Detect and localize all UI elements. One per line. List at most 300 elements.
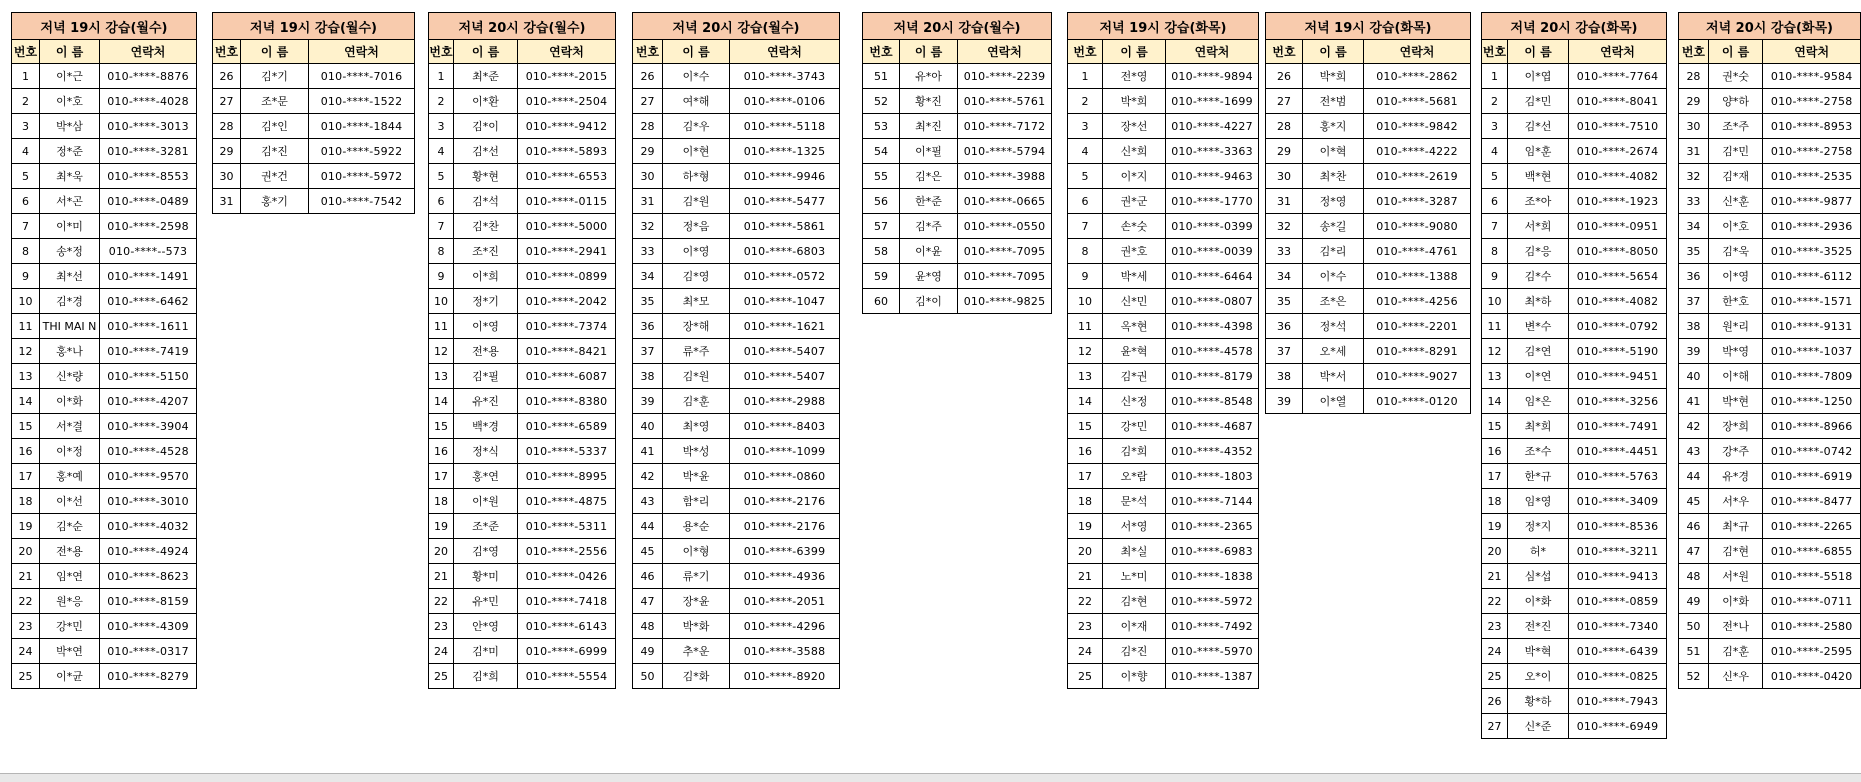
no-cell[interactable]: 18 <box>1068 489 1103 514</box>
phone-cell[interactable]: 010-****-5761 <box>958 89 1052 114</box>
phone-cell[interactable]: 010-****-0665 <box>958 189 1052 214</box>
no-cell[interactable]: 8 <box>1068 239 1103 264</box>
no-cell[interactable]: 21 <box>12 564 40 589</box>
no-cell[interactable]: 2 <box>1068 89 1103 114</box>
no-cell[interactable]: 7 <box>12 214 40 239</box>
phone-cell[interactable]: 010-****-1770 <box>1166 189 1259 214</box>
phone-cell[interactable]: 010-****-7374 <box>518 314 616 339</box>
header-phone[interactable]: 연락처 <box>1763 40 1861 64</box>
no-cell[interactable]: 29 <box>213 139 241 164</box>
name-cell[interactable]: 이*수 <box>1303 264 1364 289</box>
name-cell[interactable]: 최*진 <box>900 114 958 139</box>
phone-cell[interactable]: 010-****-5554 <box>518 664 616 689</box>
name-cell[interactable]: 백*현 <box>1508 164 1569 189</box>
no-cell[interactable]: 33 <box>633 239 663 264</box>
phone-cell[interactable]: 010-****-7943 <box>1569 689 1667 714</box>
no-cell[interactable]: 37 <box>1679 289 1709 314</box>
no-cell[interactable]: 23 <box>429 614 454 639</box>
name-cell[interactable]: 홍*나 <box>40 339 100 364</box>
name-cell[interactable]: 윤*영 <box>900 264 958 289</box>
no-cell[interactable]: 12 <box>1482 339 1508 364</box>
phone-cell[interactable]: 010-****-8548 <box>1166 389 1259 414</box>
header-phone[interactable]: 연락처 <box>730 40 840 64</box>
no-cell[interactable]: 29 <box>1266 139 1303 164</box>
name-cell[interactable]: 심*섭 <box>1508 564 1569 589</box>
name-cell[interactable]: 홍*기 <box>241 189 309 214</box>
phone-cell[interactable]: 010-****-3287 <box>1364 189 1471 214</box>
no-cell[interactable]: 28 <box>1266 114 1303 139</box>
phone-cell[interactable]: 010-****-2365 <box>1166 514 1259 539</box>
no-cell[interactable]: 26 <box>213 64 241 89</box>
name-cell[interactable]: 하*형 <box>663 164 730 189</box>
no-cell[interactable]: 12 <box>12 339 40 364</box>
no-cell[interactable]: 15 <box>1068 414 1103 439</box>
no-cell[interactable]: 60 <box>863 289 900 314</box>
phone-cell[interactable]: 010-****-9842 <box>1364 114 1471 139</box>
name-cell[interactable]: 이*원 <box>454 489 518 514</box>
name-cell[interactable]: 임*은 <box>1508 389 1569 414</box>
phone-cell[interactable]: 010-****-3409 <box>1569 489 1667 514</box>
phone-cell[interactable]: 010-****-4222 <box>1364 139 1471 164</box>
name-cell[interactable]: 유*민 <box>454 589 518 614</box>
phone-cell[interactable]: 010-****-6462 <box>100 289 197 314</box>
phone-cell[interactable]: 010-****-0860 <box>730 464 840 489</box>
name-cell[interactable]: 이*연 <box>1508 364 1569 389</box>
header-no[interactable]: 번호 <box>633 40 663 64</box>
no-cell[interactable]: 17 <box>1068 464 1103 489</box>
name-cell[interactable]: 김*이 <box>454 114 518 139</box>
no-cell[interactable]: 43 <box>633 489 663 514</box>
no-cell[interactable]: 58 <box>863 239 900 264</box>
phone-cell[interactable]: 010-****-0120 <box>1364 389 1471 414</box>
table-title[interactable]: 저녁 20시 강습(월수) <box>863 13 1052 40</box>
no-cell[interactable]: 38 <box>633 364 663 389</box>
phone-cell[interactable]: 010-****-4207 <box>100 389 197 414</box>
table-title[interactable]: 저녁 19시 강습(화목) <box>1266 13 1471 40</box>
no-cell[interactable]: 14 <box>429 389 454 414</box>
no-cell[interactable]: 28 <box>1679 64 1709 89</box>
name-cell[interactable]: 송*정 <box>40 239 100 264</box>
phone-cell[interactable]: 010-****-1491 <box>100 264 197 289</box>
header-phone[interactable]: 연락처 <box>518 40 616 64</box>
phone-cell[interactable]: 010-****-0420 <box>1763 664 1861 689</box>
phone-cell[interactable]: 010-****-8966 <box>1763 414 1861 439</box>
name-cell[interactable]: 박*세 <box>1103 264 1166 289</box>
phone-cell[interactable]: 010-****-6087 <box>518 364 616 389</box>
name-cell[interactable]: 김*우 <box>663 114 730 139</box>
no-cell[interactable]: 12 <box>429 339 454 364</box>
name-cell[interactable]: 김*석 <box>454 189 518 214</box>
name-cell[interactable]: 허* <box>1508 539 1569 564</box>
phone-cell[interactable]: 010-****-1388 <box>1364 264 1471 289</box>
no-cell[interactable]: 18 <box>429 489 454 514</box>
name-cell[interactable]: 류*주 <box>663 339 730 364</box>
name-cell[interactable]: 신*우 <box>1708 664 1762 689</box>
no-cell[interactable]: 5 <box>1068 164 1103 189</box>
name-cell[interactable]: 손*숫 <box>1103 214 1166 239</box>
header-name[interactable]: 이 름 <box>1103 40 1166 64</box>
name-cell[interactable]: 전*용 <box>40 539 100 564</box>
name-cell[interactable]: 김*경 <box>40 289 100 314</box>
no-cell[interactable]: 32 <box>1679 164 1709 189</box>
name-cell[interactable]: 김*원 <box>663 364 730 389</box>
no-cell[interactable]: 14 <box>1482 389 1508 414</box>
no-cell[interactable]: 50 <box>1679 614 1709 639</box>
phone-cell[interactable]: 010-****-2042 <box>518 289 616 314</box>
phone-cell[interactable]: 010-****-8920 <box>730 664 840 689</box>
name-cell[interactable]: 조*은 <box>1303 289 1364 314</box>
phone-cell[interactable]: 010-****-7095 <box>958 239 1052 264</box>
no-cell[interactable]: 30 <box>633 164 663 189</box>
phone-cell[interactable]: 010-****-2988 <box>730 389 840 414</box>
phone-cell[interactable]: 010-****-6949 <box>1569 714 1667 739</box>
name-cell[interactable]: 최*실 <box>1103 539 1166 564</box>
name-cell[interactable]: 박*윤 <box>663 464 730 489</box>
phone-cell[interactable]: 010-****-4687 <box>1166 414 1259 439</box>
name-cell[interactable]: 이*희 <box>454 264 518 289</box>
phone-cell[interactable]: 010-****-1522 <box>309 89 415 114</box>
phone-cell[interactable]: 010-****-5972 <box>1166 589 1259 614</box>
name-cell[interactable]: 서*영 <box>1103 514 1166 539</box>
no-cell[interactable]: 40 <box>633 414 663 439</box>
name-cell[interactable]: 김*필 <box>454 364 518 389</box>
phone-cell[interactable]: 010-****-8041 <box>1569 89 1667 114</box>
name-cell[interactable]: 이*해 <box>1708 364 1762 389</box>
no-cell[interactable]: 14 <box>1068 389 1103 414</box>
no-cell[interactable]: 3 <box>429 114 454 139</box>
phone-cell[interactable]: 010-****-3211 <box>1569 539 1667 564</box>
name-cell[interactable]: 신*준 <box>1508 714 1569 739</box>
name-cell[interactable]: 조*문 <box>241 89 309 114</box>
no-cell[interactable]: 15 <box>429 414 454 439</box>
no-cell[interactable]: 35 <box>633 289 663 314</box>
phone-cell[interactable]: 010-****-8403 <box>730 414 840 439</box>
no-cell[interactable]: 35 <box>1679 239 1709 264</box>
phone-cell[interactable]: 010-****-4936 <box>730 564 840 589</box>
name-cell[interactable]: 이*환 <box>454 89 518 114</box>
no-cell[interactable]: 5 <box>429 164 454 189</box>
no-cell[interactable]: 8 <box>1482 239 1508 264</box>
no-cell[interactable]: 23 <box>1068 614 1103 639</box>
phone-cell[interactable]: 010-****-7510 <box>1569 114 1667 139</box>
name-cell[interactable]: 신*민 <box>1103 289 1166 314</box>
name-cell[interactable]: 박*삼 <box>40 114 100 139</box>
name-cell[interactable]: 김*수 <box>1508 264 1569 289</box>
phone-cell[interactable]: 010-****-0951 <box>1569 214 1667 239</box>
no-cell[interactable]: 57 <box>863 214 900 239</box>
no-cell[interactable]: 46 <box>1679 514 1709 539</box>
phone-cell[interactable]: 010-****-5337 <box>518 439 616 464</box>
phone-cell[interactable]: 010-****-3013 <box>100 114 197 139</box>
no-cell[interactable]: 45 <box>1679 489 1709 514</box>
name-cell[interactable]: 김*민 <box>1708 139 1762 164</box>
phone-cell[interactable]: 010-****-7144 <box>1166 489 1259 514</box>
name-cell[interactable]: 이*근 <box>40 64 100 89</box>
name-cell[interactable]: 박*성 <box>663 439 730 464</box>
phone-cell[interactable]: 010-****-6143 <box>518 614 616 639</box>
name-cell[interactable]: 장*선 <box>1103 114 1166 139</box>
header-no[interactable]: 번호 <box>1068 40 1103 64</box>
name-cell[interactable]: 최*하 <box>1508 289 1569 314</box>
no-cell[interactable]: 49 <box>633 639 663 664</box>
name-cell[interactable]: 장*윤 <box>663 589 730 614</box>
header-name[interactable]: 이 름 <box>663 40 730 64</box>
phone-cell[interactable]: 010-****-2201 <box>1364 314 1471 339</box>
phone-cell[interactable]: 010-****-5407 <box>730 339 840 364</box>
no-cell[interactable]: 17 <box>12 464 40 489</box>
phone-cell[interactable]: 010-****-5311 <box>518 514 616 539</box>
name-cell[interactable]: 조*아 <box>1508 189 1569 214</box>
name-cell[interactable]: 황*진 <box>900 89 958 114</box>
name-cell[interactable]: 여*해 <box>663 89 730 114</box>
name-cell[interactable]: 홍*지 <box>1303 114 1364 139</box>
name-cell[interactable]: 신*량 <box>40 364 100 389</box>
phone-cell[interactable]: 010-****-2758 <box>1763 139 1861 164</box>
phone-cell[interactable]: 010-****--573 <box>100 239 197 264</box>
name-cell[interactable]: 김*원 <box>663 189 730 214</box>
no-cell[interactable]: 4 <box>429 139 454 164</box>
phone-cell[interactable]: 010-****-4528 <box>100 439 197 464</box>
no-cell[interactable]: 50 <box>633 664 663 689</box>
name-cell[interactable]: 이*영 <box>663 239 730 264</box>
no-cell[interactable]: 19 <box>12 514 40 539</box>
phone-cell[interactable]: 010-****-2239 <box>958 64 1052 89</box>
no-cell[interactable]: 27 <box>1266 89 1303 114</box>
name-cell[interactable]: 신*정 <box>1103 389 1166 414</box>
phone-cell[interactable]: 010-****-2535 <box>1763 164 1861 189</box>
name-cell[interactable]: 이*호 <box>1708 214 1762 239</box>
no-cell[interactable]: 51 <box>863 64 900 89</box>
name-cell[interactable]: 김*화 <box>663 664 730 689</box>
header-name[interactable]: 이 름 <box>1708 40 1762 64</box>
phone-cell[interactable]: 010-****-1923 <box>1569 189 1667 214</box>
no-cell[interactable]: 17 <box>1482 464 1508 489</box>
no-cell[interactable]: 11 <box>12 314 40 339</box>
no-cell[interactable]: 27 <box>1482 714 1508 739</box>
no-cell[interactable]: 26 <box>1482 689 1508 714</box>
phone-cell[interactable]: 010-****-0106 <box>730 89 840 114</box>
no-cell[interactable]: 9 <box>1068 264 1103 289</box>
phone-cell[interactable]: 010-****-4924 <box>100 539 197 564</box>
phone-cell[interactable]: 010-****-4309 <box>100 614 197 639</box>
no-cell[interactable]: 52 <box>1679 664 1709 689</box>
no-cell[interactable]: 59 <box>863 264 900 289</box>
no-cell[interactable]: 4 <box>1068 139 1103 164</box>
table-title[interactable]: 저녁 20시 강습(월수) <box>633 13 840 40</box>
no-cell[interactable]: 24 <box>1482 639 1508 664</box>
no-cell[interactable]: 5 <box>1482 164 1508 189</box>
phone-cell[interactable]: 010-****-9463 <box>1166 164 1259 189</box>
no-cell[interactable]: 1 <box>429 64 454 89</box>
name-cell[interactable]: 박*영 <box>1708 339 1762 364</box>
no-cell[interactable]: 20 <box>12 539 40 564</box>
name-cell[interactable]: 이*미 <box>40 214 100 239</box>
no-cell[interactable]: 6 <box>1482 189 1508 214</box>
name-cell[interactable]: 정*석 <box>1303 314 1364 339</box>
no-cell[interactable]: 22 <box>1482 589 1508 614</box>
phone-cell[interactable]: 010-****-0550 <box>958 214 1052 239</box>
name-cell[interactable]: 이*필 <box>900 139 958 164</box>
name-cell[interactable]: 이*화 <box>40 389 100 414</box>
name-cell[interactable]: 한*호 <box>1708 289 1762 314</box>
phone-cell[interactable]: 010-****-2556 <box>518 539 616 564</box>
no-cell[interactable]: 34 <box>633 264 663 289</box>
no-cell[interactable]: 1 <box>1482 64 1508 89</box>
name-cell[interactable]: 권*건 <box>241 164 309 189</box>
table-title[interactable]: 저녁 20시 강습(월수) <box>429 13 616 40</box>
phone-cell[interactable]: 010-****-7764 <box>1569 64 1667 89</box>
phone-cell[interactable]: 010-****-6803 <box>730 239 840 264</box>
phone-cell[interactable]: 010-****-2015 <box>518 64 616 89</box>
phone-cell[interactable]: 010-****-1099 <box>730 439 840 464</box>
name-cell[interactable]: 김*영 <box>663 264 730 289</box>
name-cell[interactable]: 박*현 <box>1708 389 1762 414</box>
phone-cell[interactable]: 010-****-8179 <box>1166 364 1259 389</box>
no-cell[interactable]: 10 <box>1482 289 1508 314</box>
no-cell[interactable]: 4 <box>12 139 40 164</box>
name-cell[interactable]: 전*진 <box>1508 614 1569 639</box>
name-cell[interactable]: 권*군 <box>1103 189 1166 214</box>
no-cell[interactable]: 22 <box>429 589 454 614</box>
phone-cell[interactable]: 010-****-4352 <box>1166 439 1259 464</box>
phone-cell[interactable]: 010-****-8553 <box>100 164 197 189</box>
phone-cell[interactable]: 010-****-8159 <box>100 589 197 614</box>
no-cell[interactable]: 3 <box>1068 114 1103 139</box>
no-cell[interactable]: 39 <box>1679 339 1709 364</box>
phone-cell[interactable]: 010-****-8380 <box>518 389 616 414</box>
phone-cell[interactable]: 010-****-6919 <box>1763 464 1861 489</box>
name-cell[interactable]: 최*찬 <box>1303 164 1364 189</box>
no-cell[interactable]: 22 <box>12 589 40 614</box>
name-cell[interactable]: 용*순 <box>663 514 730 539</box>
no-cell[interactable]: 41 <box>633 439 663 464</box>
name-cell[interactable]: 김*기 <box>241 64 309 89</box>
phone-cell[interactable]: 010-****-6855 <box>1763 539 1861 564</box>
name-cell[interactable]: 장*해 <box>663 314 730 339</box>
name-cell[interactable]: 권*호 <box>1103 239 1166 264</box>
no-cell[interactable]: 32 <box>633 214 663 239</box>
phone-cell[interactable]: 010-****-5150 <box>100 364 197 389</box>
name-cell[interactable]: 박*서 <box>1303 364 1364 389</box>
name-cell[interactable]: 신*훈 <box>1708 189 1762 214</box>
name-cell[interactable]: 이*화 <box>1708 589 1762 614</box>
no-cell[interactable]: 4 <box>1482 139 1508 164</box>
phone-cell[interactable]: 010-****-9894 <box>1166 64 1259 89</box>
phone-cell[interactable]: 010-****-6983 <box>1166 539 1259 564</box>
name-cell[interactable]: 박*희 <box>1103 89 1166 114</box>
name-cell[interactable]: 홍*연 <box>454 464 518 489</box>
no-cell[interactable]: 48 <box>1679 564 1709 589</box>
header-no[interactable]: 번호 <box>429 40 454 64</box>
phone-cell[interactable]: 010-****-4227 <box>1166 114 1259 139</box>
phone-cell[interactable]: 010-****-3281 <box>100 139 197 164</box>
phone-cell[interactable]: 010-****-4082 <box>1569 289 1667 314</box>
no-cell[interactable]: 31 <box>1266 189 1303 214</box>
phone-cell[interactable]: 010-****-8995 <box>518 464 616 489</box>
no-cell[interactable]: 6 <box>429 189 454 214</box>
name-cell[interactable]: 이*현 <box>663 139 730 164</box>
phone-cell[interactable]: 010-****-6112 <box>1763 264 1861 289</box>
phone-cell[interactable]: 010-****-0426 <box>518 564 616 589</box>
phone-cell[interactable]: 010-****-9946 <box>730 164 840 189</box>
table-title[interactable]: 저녁 20시 강습(화목) <box>1482 13 1667 40</box>
phone-cell[interactable]: 010-****-1803 <box>1166 464 1259 489</box>
no-cell[interactable]: 53 <box>863 114 900 139</box>
phone-cell[interactable]: 010-****-9080 <box>1364 214 1471 239</box>
header-name[interactable]: 이 름 <box>40 40 100 64</box>
no-cell[interactable]: 29 <box>1679 89 1709 114</box>
name-cell[interactable]: 양*하 <box>1708 89 1762 114</box>
phone-cell[interactable]: 010-****-2862 <box>1364 64 1471 89</box>
name-cell[interactable]: 한*규 <box>1508 464 1569 489</box>
phone-cell[interactable]: 010-****-2598 <box>100 214 197 239</box>
name-cell[interactable]: 임*연 <box>40 564 100 589</box>
phone-cell[interactable]: 010-****-4296 <box>730 614 840 639</box>
no-cell[interactable]: 48 <box>633 614 663 639</box>
header-name[interactable]: 이 름 <box>900 40 958 64</box>
no-cell[interactable]: 23 <box>1482 614 1508 639</box>
phone-cell[interactable]: 010-****-6553 <box>518 164 616 189</box>
no-cell[interactable]: 13 <box>429 364 454 389</box>
header-phone[interactable]: 연락처 <box>958 40 1052 64</box>
phone-cell[interactable]: 010-****-5972 <box>309 164 415 189</box>
name-cell[interactable]: 이*윤 <box>900 239 958 264</box>
name-cell[interactable]: 서*원 <box>1708 564 1762 589</box>
name-cell[interactable]: 황*현 <box>454 164 518 189</box>
name-cell[interactable]: 김*영 <box>454 539 518 564</box>
no-cell[interactable]: 9 <box>12 264 40 289</box>
no-cell[interactable]: 47 <box>1679 539 1709 564</box>
name-cell[interactable]: 조*수 <box>1508 439 1569 464</box>
phone-cell[interactable]: 010-****-8536 <box>1569 514 1667 539</box>
phone-cell[interactable]: 010-****-5681 <box>1364 89 1471 114</box>
phone-cell[interactable]: 010-****-8291 <box>1364 339 1471 364</box>
header-name[interactable]: 이 름 <box>241 40 309 64</box>
no-cell[interactable]: 51 <box>1679 639 1709 664</box>
no-cell[interactable]: 39 <box>633 389 663 414</box>
name-cell[interactable]: 임*훈 <box>1508 139 1569 164</box>
name-cell[interactable]: 이*영 <box>454 314 518 339</box>
phone-cell[interactable]: 010-****-4256 <box>1364 289 1471 314</box>
phone-cell[interactable]: 010-****-5970 <box>1166 639 1259 664</box>
phone-cell[interactable]: 010-****-2580 <box>1763 614 1861 639</box>
no-cell[interactable]: 34 <box>1679 214 1709 239</box>
phone-cell[interactable]: 010-****-7419 <box>100 339 197 364</box>
no-cell[interactable]: 52 <box>863 89 900 114</box>
no-cell[interactable]: 10 <box>1068 289 1103 314</box>
phone-cell[interactable]: 010-****-7095 <box>958 264 1052 289</box>
name-cell[interactable]: 김*욱 <box>1708 239 1762 264</box>
name-cell[interactable]: 장*희 <box>1708 414 1762 439</box>
phone-cell[interactable]: 010-****-2619 <box>1364 164 1471 189</box>
name-cell[interactable]: 정*준 <box>40 139 100 164</box>
no-cell[interactable]: 32 <box>1266 214 1303 239</box>
no-cell[interactable]: 6 <box>12 189 40 214</box>
no-cell[interactable]: 12 <box>1068 339 1103 364</box>
phone-cell[interactable]: 010-****-0399 <box>1166 214 1259 239</box>
phone-cell[interactable]: 010-****-3010 <box>100 489 197 514</box>
phone-cell[interactable]: 010-****-5654 <box>1569 264 1667 289</box>
phone-cell[interactable]: 010-****-1387 <box>1166 664 1259 689</box>
table-title[interactable]: 저녁 19시 강습(월수) <box>213 13 415 40</box>
no-cell[interactable]: 21 <box>429 564 454 589</box>
name-cell[interactable]: 전*나 <box>1708 614 1762 639</box>
phone-cell[interactable]: 010-****-7016 <box>309 64 415 89</box>
name-cell[interactable]: 서*곤 <box>40 189 100 214</box>
no-cell[interactable]: 6 <box>1068 189 1103 214</box>
name-cell[interactable]: 전*용 <box>454 339 518 364</box>
table-title[interactable]: 저녁 19시 강습(화목) <box>1068 13 1259 40</box>
